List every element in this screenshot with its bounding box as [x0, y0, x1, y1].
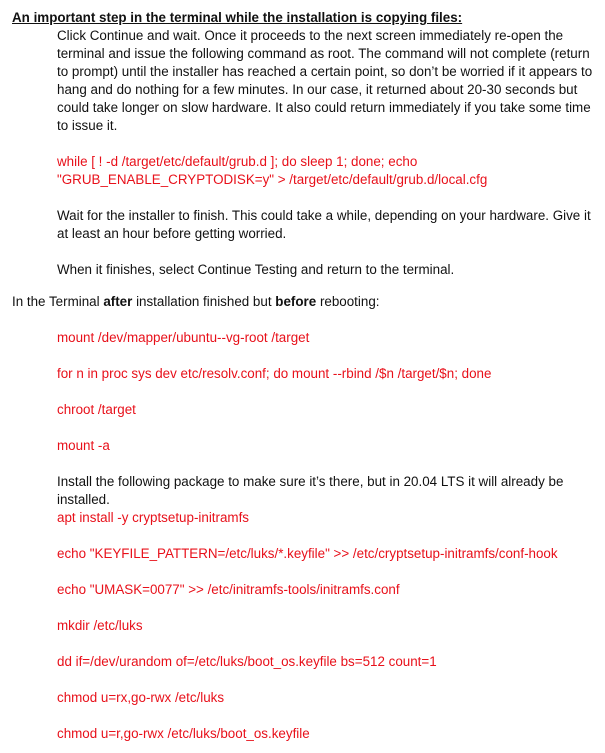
- grub-command: while [ ! -d /target/etc/default/grub.d ]; do sleep 1; done; echo "GRUB_ENABLE_CRYPTODISK=y" > /target/etc/default/grub.d/local.cfg: [57, 154, 488, 187]
- command-chmod-keyfile: chmod u=r,go-rwx /etc/luks/boot_os.keyfile: [57, 726, 310, 741]
- terminal-intro-after: after: [103, 294, 133, 309]
- terminal-intro-post: rebooting:: [316, 294, 380, 309]
- finish-paragraph: When it finishes, select Continue Testing and return to the terminal.: [57, 262, 455, 277]
- command-keyfile-pattern: echo "KEYFILE_PATTERN=/etc/luks/*.keyfile" >> /etc/cryptsetup-initramfs/conf-hook: [57, 546, 558, 561]
- terminal-intro: [12, 293, 605, 311]
- terminal-intro-before: before: [275, 294, 317, 309]
- command-dd: dd if=/dev/urandom of=/etc/luks/boot_os.keyfile bs=512 count=1: [57, 654, 437, 669]
- terminal-intro-mid: installation finished but: [132, 294, 276, 309]
- command-mount-a: mount -a: [57, 438, 110, 453]
- install-note: Install the following package to make sure it’s there, but in 20.04 LTS it will already be installed.: [57, 474, 564, 507]
- command-mount-root: mount /dev/mapper/ubuntu--vg-root /target: [57, 330, 310, 345]
- command-chroot: chroot /target: [57, 402, 136, 417]
- terminal-intro-pre: In the Terminal: [12, 294, 104, 309]
- command-mkdir: mkdir /etc/luks: [57, 618, 143, 633]
- command-apt-install: apt install -y cryptsetup-initramfs: [57, 510, 249, 525]
- command-chmod-dir: chmod u=rx,go-rwx /etc/luks: [57, 690, 225, 705]
- intro-paragraph: Click Continue and wait. Once it proceeds to the next screen immediately re-open the terminal and issue the following command as root. The command will not complete (return to prompt) until the installer has reached a certain point, so don’t be worried if it appears to hang and do nothing for a few minutes. In our case, it returned about 20-30 seconds but could take longer on slow hardware. It also could return immediately if you take some time to issue it.: [57, 28, 593, 133]
- wait-paragraph: Wait for the installer to finish. This could take a while, depending on your hardware. Give it at least an hour before getting worried.: [57, 208, 591, 241]
- command-umask: echo "UMASK=0077" >> /etc/initramfs-tools/initramfs.conf: [57, 582, 400, 597]
- command-rbind: for n in proc sys dev etc/resolv.conf; do mount --rbind /$n /target/$n; done: [57, 366, 492, 381]
- section-heading: An important step in the terminal while the installation is copying files:: [12, 10, 463, 25]
